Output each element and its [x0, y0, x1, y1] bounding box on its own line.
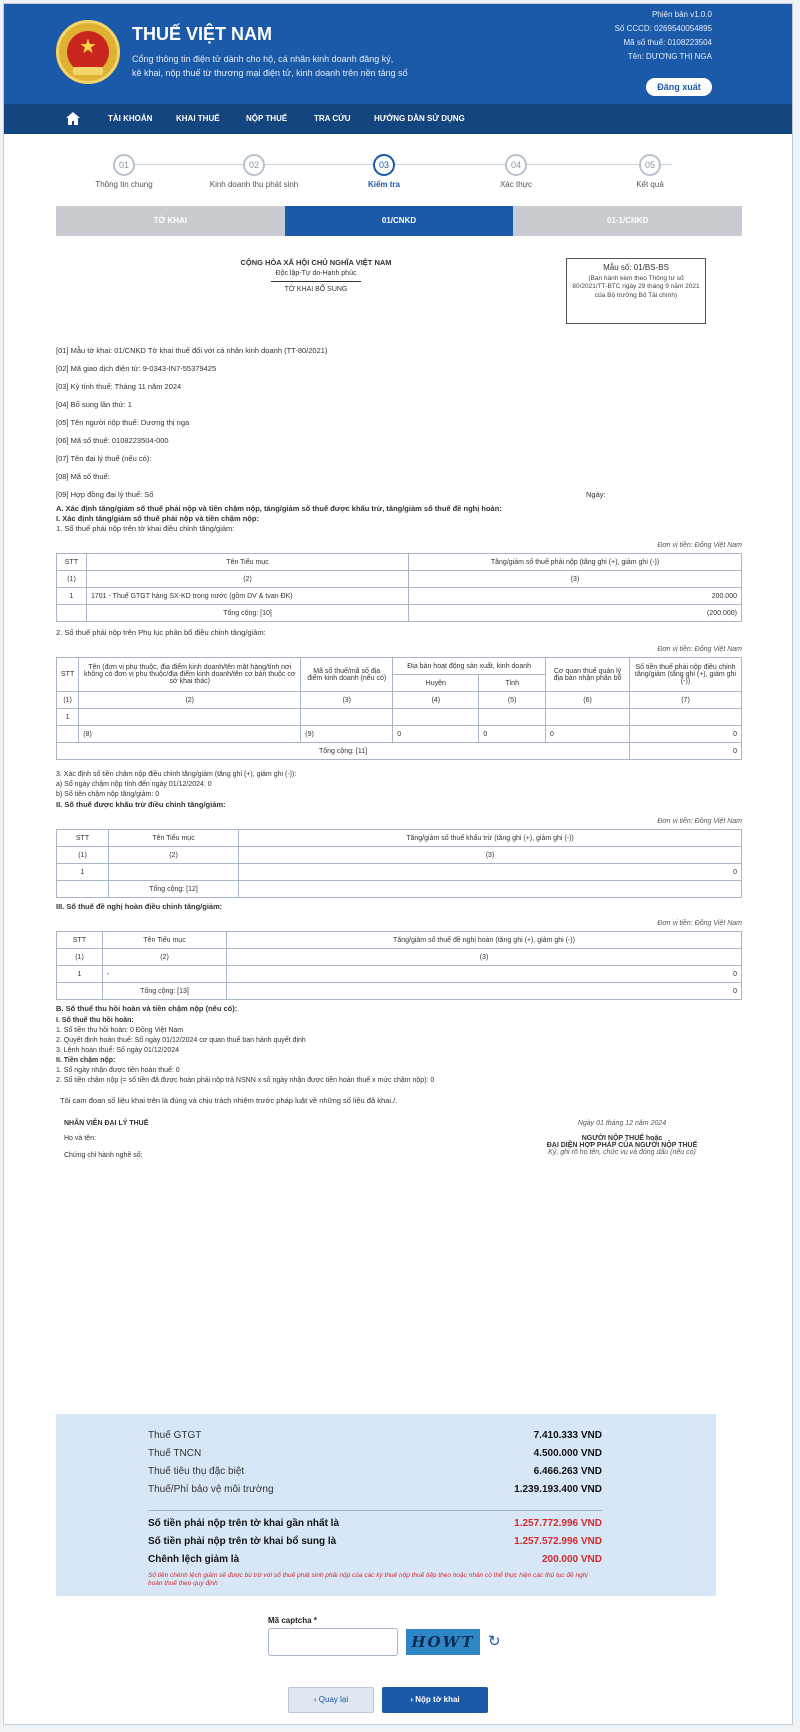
logout-button[interactable]: Đăng xuất — [646, 78, 712, 96]
brand-title: THUẾ VIỆT NAM — [132, 24, 273, 44]
version-info: Phiên bản v1.0.0 — [651, 10, 712, 19]
step-review: 03 Kiểm tra — [324, 154, 444, 189]
subsection-1: 1. Số thuế phải nộp trên tờ khai điều chỉnh tăng/giảm: — [56, 524, 235, 533]
tagline-line-2: kê khai, nộp thuế từ thương mại điện tử, kinh doanh trên nền tảng số — [132, 68, 408, 78]
chevron-right-icon: › — [410, 1695, 414, 1704]
table-row: 1 0 — [57, 864, 742, 881]
section-a-i: I. Xác định tăng/giảm số thuế phải nộp và tiền chậm nộp: — [56, 514, 259, 523]
nav-item-guide[interactable]: HƯỚNG DẪN SỬ DỤNG — [374, 114, 465, 123]
step-result: 05 Kết quả — [590, 154, 710, 189]
field-transaction-code: [02] Mã giao dịch điện tử: 9-0343-IN7-55379425 — [56, 364, 217, 373]
nav-item-lookup[interactable]: TRA CỨU — [314, 114, 351, 123]
field-tax-code: [06] Mã số thuế: 0108223504-000 — [56, 436, 169, 445]
step-verify: 04 Xác thực — [456, 154, 576, 189]
field-agent-contract: [09] Hợp đồng đại lý thuế: Số Ngày: — [56, 486, 742, 504]
form-number: Mẫu số: 01/BS-BS — [603, 263, 669, 272]
chevron-left-icon: ‹ — [313, 1695, 317, 1704]
tab-01-1-cnkd[interactable]: 01-1/CNKD — [513, 206, 742, 236]
captcha-label: Mã captcha * — [268, 1616, 317, 1625]
tab-01-cnkd[interactable]: 01/CNKD — [285, 206, 514, 236]
table-row: 1 1701 - Thuế GTGT hàng SX-KD trong nước (gồm DV & tvan ĐK) 200.000 — [57, 588, 742, 605]
section-a-ii: II. Số thuế được khấu trừ điều chỉnh tăng/giảm: — [56, 800, 226, 809]
table-row: 1 - 0 — [57, 966, 742, 983]
refund-recovery-lines: I. Số thuế thu hồi hoàn: 1. Số tiền thu hồi hoàn: 0 Đồng Việt Nam 2. Quyết định hoàn thuế: Số ngày 01/12/2024 cơ quan thuế ban hành quyết định 3. Lệnh hoàn thuế: Số ngày 01/12/2024 II. Tiền chậm nộp: 1. Số ngày nhận được tiền hoàn thuế: 0 2. Số tiền chậm nộp (= số tiền đã được hoàn phải nộp trả NSNN x số ngày nhận được tiền hoàn thuế x mức chậm nộp): 0 — [56, 1017, 435, 1084]
currency-unit-4: Đơn vị tiền: Đồng Việt Nam — [657, 920, 742, 927]
submit-declaration-button[interactable] — [382, 1687, 488, 1713]
field-agent-tax-code: [08] Mã số thuế: — [56, 472, 110, 481]
field-supplement-count: [04] Bổ sung lần thứ: 1 — [56, 400, 132, 409]
user-name: Tên: DƯƠNG THỊ NGA — [627, 52, 712, 61]
table-refund: STT Tên Tiểu mục Tăng/giảm số thuế đề nghị hoàn (tăng ghi (+), giảm ghi (-)) (1) (2) (3) 1 - 0 Tổng cộng: [13] 0 — [56, 931, 742, 1000]
back-button[interactable] — [288, 1687, 374, 1713]
currency-unit-2: Đơn vị tiền: Đồng Việt Nam — [657, 646, 742, 653]
commitment-statement: Tôi cam đoan số liệu khai trên là đúng và chịu trách nhiệm trước pháp luật về những số liệu đã khai./. — [60, 1096, 398, 1105]
late-payment-lines: 3. Xác định số tiền chậm nộp điều chỉnh tăng/giảm (tăng ghi (+), giảm ghi (-)): a) Số ngày chậm nộp tính đến ngày 01/12/2024: 0 b) Số tiền chậm nộp tăng/giảm: 0 — [56, 771, 297, 798]
declaration-document — [56, 258, 742, 1200]
nav-item-pay[interactable]: NỘP THUẾ — [246, 114, 288, 123]
table-tax-payable: STT Tên Tiểu mục Tăng/giảm số thuế phải nộp (tăng ghi (+), giảm ghi (-)) (1) (2) (3) 1 1701 - Thuế GTGT hàng SX-KD trong nước (gồm DV & tvan ĐK) 200.000 Tổng cộng: [10] (200.000) — [56, 553, 742, 622]
agent-name-label: Họ và tên: — [64, 1135, 96, 1142]
subsection-2: 2. Số thuế phải nộp trên Phụ lục phân bổ điều chỉnh tăng/giảm: — [56, 628, 266, 637]
tagline-line-1: Cổng thông tin điện tử dành cho hộ, cá nhân kinh doanh đăng ký, — [132, 54, 394, 64]
captcha-image: HOWT — [406, 1629, 480, 1655]
tax-summary-panel: Thuế GTGT 7.410.333 VND Thuế TNCN 4.500.000 VND Thuế tiêu thụ đặc biệt 6.466.263 VND Thuế/Phí bảo vệ môi trường 1.239.193.400 VND Số tiền phải nộp trên tờ khai gần nhất là 1.257.772.996 VND Số tiền phải nộp trên tờ khai bổ sung là 1.257.572.996 VND Chênh lệch giảm là 200.000 VND Số tiền chênh lệch giảm sẽ được bù trừ với số thuế phát sinh phải nộp của các kỳ thuế nộp thuế tiếp theo hoặc nhân có thể thực hiện các thủ tục đề nghị hoàn thuế theo quy định — [56, 1414, 716, 1596]
field-form-type: [01] Mẫu tờ khai: 01/CNKD Tờ khai thuế đối với cá nhân kinh doanh (TT-80/2021) — [56, 346, 328, 355]
back-button-label: Quay lại — [318, 1695, 349, 1704]
section-b: B. Số thuế thu hồi hoàn và tiền chậm nộp (nếu có): — [56, 1004, 238, 1013]
tab-declaration[interactable]: TỜ KHAI — [56, 206, 285, 236]
step-revenue: 02 Kinh doanh thu phát sinh — [194, 154, 314, 189]
section-a: A. Xác định tăng/giảm số thuế phải nộp và tiền chậm nộp, tăng/giảm số thuế được khấu trừ, tăng/giảm số thuế đề nghị hoàn: — [56, 504, 502, 513]
motto: Độc lập-Tự do-Hạnh phúc — [275, 270, 357, 277]
refresh-icon[interactable]: ↻ — [488, 1632, 501, 1650]
representative-label: ĐẠI DIỆN HỢP PHÁP CỦA NGƯỜI NỘP THUẾ — [546, 1142, 698, 1149]
currency-unit-3: Đơn vị tiền: Đồng Việt Nam — [657, 818, 742, 825]
agent-staff-label: NHÂN VIÊN ĐẠI LÝ THUẾ — [64, 1120, 149, 1127]
taxpayer-label: NGƯỜI NỘP THUẾ hoặc — [581, 1135, 663, 1142]
summary-note: Số tiền chênh lệch giảm sẽ được bù trừ với số thuế phát sinh phải nộp của các kỳ thuế nộp thuế tiếp theo hoặc nhân có thể thực hiện các thủ tục đề nghị hoàn thuế theo quy định — [148, 1572, 588, 1588]
signature-block — [56, 1120, 742, 1200]
main-nav — [4, 104, 792, 134]
form-title: TỜ KHAI BỔ SUNG — [284, 286, 348, 293]
form-note: (Ban hành kèm theo Thông tư số 80/2021/TT-BTC ngày 29 tháng 9 năm 2021 của Bộ trưởng Bộ Tài chính) — [572, 275, 700, 299]
field-tax-period: [03] Kỳ tính thuế: Tháng 11 năm 2024 — [56, 382, 182, 391]
table-row: 1 — [57, 709, 742, 726]
section-a-iii: III. Số thuế đề nghị hoàn điều chỉnh tăng/giảm: — [56, 902, 223, 911]
table-allocation: STT Tên (đơn vị phụ thuộc, địa điểm kinh doanh/tên mặt hàng/tỉnh nơi không có đơn vị phụ thuộc/địa điểm kinh doanh/tên cơ bản thuộc cơ sở khai thác) Mã số thuế/mã số địa điểm kinh doanh (nếu có) Địa bàn hoạt động sản xuất, kinh doanh Cơ quan thuế quản lý địa bàn nhận phân bổ Số tiền thuế phải nộp điều chỉnh tăng/giảm (tăng ghi (+), giảm ghi (-)) Huyện Tỉnh (1) (2) (3) (4) (5) (6) (7) 1 (8) (9) 0 0 0 0 Tổng cộng: [11] 0 — [56, 657, 742, 760]
currency-unit: Đơn vị tiền: Đồng Việt Nam — [657, 542, 742, 549]
field-taxpayer-name: [05] Tên người nộp thuế: Dương thị nga — [56, 418, 190, 427]
form-number-box — [566, 258, 706, 324]
agent-cert-label: Chứng chỉ hành nghề số: — [64, 1152, 143, 1159]
id-number: Số CCCD: 0269540054895 — [614, 24, 712, 33]
sign-note: Ký, ghi rõ họ tên, chức vụ và đóng dấu (nếu có) — [548, 1149, 696, 1156]
declaration-fields — [56, 342, 742, 504]
nav-item-declare[interactable]: KHAI THUẾ — [176, 114, 220, 123]
site-header — [4, 4, 792, 104]
date-label: Ngày: — [586, 490, 606, 499]
home-icon[interactable] — [64, 110, 82, 128]
progress-stepper — [4, 142, 792, 206]
national-emblem-logo: ★ — [56, 20, 120, 84]
table-deductible: STT Tên Tiểu mục Tăng/giảm số thuế khấu trừ (tăng ghi (+), giảm ghi (-)) (1) (2) (3) 1 0 Tổng cộng: [12] — [56, 829, 742, 898]
field-agent-name: [07] Tên đại lý thuế (nếu có): — [56, 454, 152, 463]
table-row: (8) (9) 0 0 0 0 — [57, 726, 742, 743]
captcha-input[interactable] — [268, 1628, 398, 1656]
sign-date: Ngày 01 tháng 12 năm 2024 — [577, 1120, 667, 1127]
nav-item-account[interactable]: TÀI KHOẢN — [108, 114, 153, 123]
tax-code: Mã số thuế: 0108223504 — [623, 38, 712, 47]
submit-button-label: Nộp tờ khai — [415, 1695, 460, 1704]
app-frame — [3, 3, 793, 1725]
form-tabs — [56, 206, 742, 236]
nation-title: CỘNG HÒA XÃ HỘI CHỦ NGHĨA VIỆT NAM — [240, 258, 392, 267]
step-general-info: 01 Thông tin chung — [64, 154, 184, 189]
